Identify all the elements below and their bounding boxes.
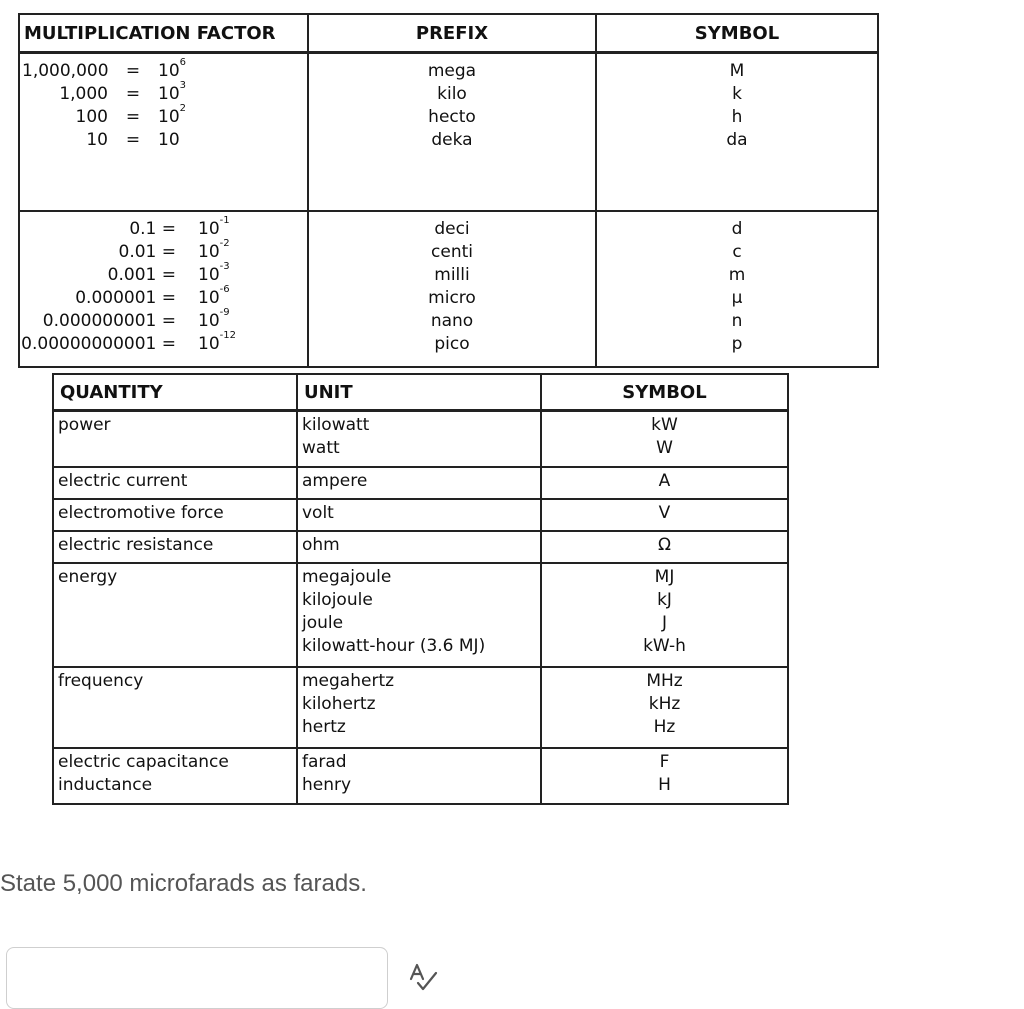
- unit-cell: [297, 499, 541, 531]
- spacer: [176, 218, 198, 241]
- table-row: [53, 531, 788, 563]
- factor-row: [20, 307, 307, 333]
- prefix-name: deka: [431, 130, 473, 150]
- prefix-symbol: n: [731, 311, 743, 331]
- quantity-name: energy: [58, 567, 118, 587]
- prefix-symbol: k: [732, 84, 742, 104]
- symbol-cell: [541, 563, 788, 667]
- unit-name: megahertz: [302, 671, 395, 691]
- quantity-cell: [53, 411, 297, 468]
- factor-row: [20, 261, 307, 287]
- power-of-ten: $10^6$: [158, 57, 187, 81]
- exponent: -12: [219, 330, 236, 341]
- table-row: [53, 467, 788, 499]
- quantity-name: frequency: [58, 671, 144, 691]
- prefix-symbol: μ: [731, 288, 743, 308]
- question-text: State 5,000 microfarads as farads.: [0, 870, 367, 897]
- power-of-ten: $10^3$: [158, 80, 187, 104]
- factor-row: [20, 238, 307, 264]
- factor-value: 0.01 =: [118, 242, 176, 262]
- large-symbols-cell: [596, 53, 878, 212]
- quantity-name: electric current: [58, 471, 188, 491]
- prefix-symbol: m: [728, 265, 746, 285]
- factor-value: 1,000,000: [22, 61, 109, 81]
- quantity-cell: [53, 748, 297, 804]
- power-of-ten: $10^{-6}$: [198, 284, 230, 308]
- power-of-ten: $10^{-12}$: [198, 330, 236, 354]
- small-symbols-cell: [596, 211, 878, 367]
- symbol-cell: [541, 499, 788, 531]
- prefix-name: micro: [428, 288, 476, 308]
- prefix-symbol: p: [731, 334, 743, 354]
- symbol-cell: [541, 467, 788, 499]
- spacer: [176, 310, 198, 333]
- spacer: [176, 264, 198, 287]
- unit-name: farad: [302, 752, 347, 772]
- header-unit: UNIT: [297, 374, 541, 411]
- header-symbol: SYMBOL: [596, 14, 878, 53]
- prefix-symbol: M: [729, 61, 745, 81]
- prefix-name: centi: [431, 242, 473, 262]
- power-of-ten: $10^{-3}$: [198, 261, 230, 285]
- prefix-name: milli: [434, 265, 470, 285]
- small-factors-cell: [19, 211, 308, 367]
- exponent: 6: [179, 57, 187, 68]
- factor-row: [20, 215, 307, 241]
- unit-name: hertz: [302, 717, 346, 737]
- unit-name: watt: [302, 438, 340, 458]
- factor-value: 100: [75, 107, 108, 127]
- prefix-name: hecto: [428, 107, 476, 127]
- unit-name: ohm: [302, 535, 340, 555]
- unit-symbol: MJ: [654, 567, 675, 587]
- power-of-ten: $10^2$: [158, 103, 187, 127]
- large-prefixes-cell: [308, 53, 596, 212]
- unit-cell: [297, 411, 541, 468]
- unit-name: volt: [302, 503, 334, 523]
- spacer: [176, 287, 198, 310]
- factor-row: [22, 103, 307, 129]
- symbol-cell: [541, 531, 788, 563]
- factor-row: [22, 57, 307, 83]
- unit-name: ampere: [302, 471, 368, 491]
- unit-cell: [297, 467, 541, 499]
- factor-row: [20, 330, 307, 356]
- unit-symbol: V: [658, 503, 671, 523]
- unit-symbol: kW: [651, 415, 678, 435]
- factor-value: 10: [86, 130, 108, 150]
- exponent: -9: [219, 307, 230, 318]
- unit-name: megajoule: [302, 567, 392, 587]
- symbol-cell: [541, 748, 788, 804]
- unit-symbol: kJ: [657, 590, 672, 610]
- power-of-ten: 10: [158, 130, 180, 150]
- equals-sign: =: [125, 107, 141, 127]
- header-unit-symbol: SYMBOL: [541, 374, 788, 411]
- factor-row: [22, 129, 307, 152]
- large-factors-cell: [19, 53, 308, 212]
- table-row: [53, 563, 788, 667]
- table-row: [53, 499, 788, 531]
- table-row: [53, 411, 788, 468]
- unit-cell: [297, 748, 541, 804]
- prefix-name: mega: [427, 61, 477, 81]
- power-of-ten: $10^{-1}$: [198, 215, 230, 239]
- exponent: -1: [219, 215, 230, 226]
- unit-symbol: A: [658, 471, 671, 491]
- factor-value: 0.000001 =: [75, 288, 176, 308]
- spacer: [176, 333, 198, 356]
- unit-name: henry: [302, 775, 352, 795]
- quantity-cell: [53, 667, 297, 748]
- exponent: 2: [179, 103, 187, 114]
- quantity-name: power: [58, 415, 111, 435]
- header-quantity: QUANTITY: [53, 374, 297, 411]
- exponent: -2: [219, 238, 230, 249]
- power-of-ten: $10^{-9}$: [198, 307, 230, 331]
- equals-sign: =: [125, 130, 141, 150]
- unit-symbol: kW-h: [643, 636, 686, 656]
- factor-value: 1,000: [59, 84, 108, 104]
- unit-symbol: kHz: [648, 694, 681, 714]
- factor-row: [22, 80, 307, 106]
- prefix-symbol: da: [726, 130, 748, 150]
- header-multiplication-factor: MULTIPLICATION FACTOR: [19, 14, 308, 53]
- unit-name: kilohertz: [302, 694, 376, 714]
- exponent: -3: [219, 261, 230, 272]
- symbol-cell: [541, 411, 788, 468]
- unit-cell: [297, 667, 541, 748]
- power-of-ten: $10^{-2}$: [198, 238, 230, 262]
- unit-cell: [297, 531, 541, 563]
- spellcheck-icon[interactable]: [408, 963, 440, 993]
- prefix-symbol: c: [732, 242, 742, 262]
- unit-symbol: F: [659, 752, 670, 772]
- quantity-cell: [53, 499, 297, 531]
- quantity-cell: [53, 467, 297, 499]
- quantity-name: electromotive force: [58, 503, 224, 523]
- prefix-name: pico: [434, 334, 470, 354]
- quantity-cell: [53, 563, 297, 667]
- prefix-symbol: d: [731, 219, 743, 239]
- factor-row: [20, 284, 307, 310]
- quantity-name: electric resistance: [58, 535, 214, 555]
- unit-name: kilowatt: [302, 415, 370, 435]
- exponent: -6: [219, 284, 230, 295]
- spacer: [176, 241, 198, 264]
- unit-symbol: Ω: [658, 535, 671, 555]
- prefix-name: nano: [430, 311, 474, 331]
- factor-value: 0.000000001 =: [42, 311, 176, 331]
- prefix-symbol: h: [731, 107, 743, 127]
- factor-value: 0.00000000001 =: [21, 334, 176, 354]
- units-table: [52, 373, 789, 805]
- unit-name: joule: [302, 613, 344, 633]
- prefix-name: kilo: [437, 84, 467, 104]
- unit-symbol: W: [656, 438, 673, 458]
- unit-name: kilojoule: [302, 590, 373, 610]
- unit-symbol: Hz: [653, 717, 676, 737]
- equals-sign: =: [125, 84, 141, 104]
- symbol-cell: [541, 667, 788, 748]
- quantity-cell: [53, 531, 297, 563]
- table-row: [53, 667, 788, 748]
- exponent: 3: [179, 80, 187, 91]
- equals-sign: =: [125, 61, 141, 81]
- unit-symbol: J: [661, 613, 667, 633]
- table-row: [53, 748, 788, 804]
- prefix-name: deci: [434, 219, 470, 239]
- quantity-name: inductance: [58, 775, 153, 795]
- header-prefix: PREFIX: [308, 14, 596, 53]
- unit-symbol: H: [658, 775, 671, 795]
- unit-symbol: MHz: [646, 671, 683, 691]
- factor-value: 0.1 =: [129, 219, 176, 239]
- prefix-table: [18, 13, 879, 368]
- small-prefixes-cell: [308, 211, 596, 367]
- unit-name: kilowatt-hour (3.6 MJ): [302, 636, 486, 656]
- unit-cell: [297, 563, 541, 667]
- quantity-name: electric capacitance: [58, 752, 229, 772]
- factor-value: 0.001 =: [107, 265, 176, 285]
